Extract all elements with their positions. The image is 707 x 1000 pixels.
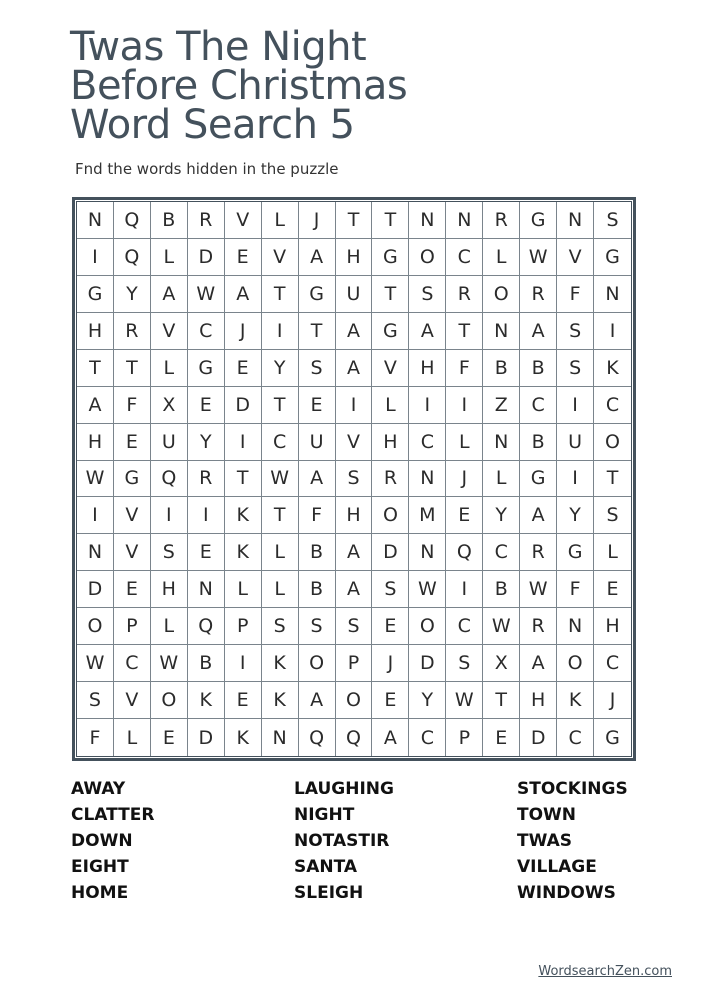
grid-cell: B <box>483 350 520 387</box>
grid-cell: L <box>151 239 188 276</box>
grid-cell: F <box>77 719 114 756</box>
grid-cell: N <box>77 202 114 239</box>
grid-cell: P <box>114 608 151 645</box>
grid-cell: G <box>114 461 151 498</box>
grid-cell: O <box>336 682 373 719</box>
grid-cell: V <box>151 313 188 350</box>
grid-cell: O <box>409 608 446 645</box>
grid-cell: S <box>336 608 373 645</box>
grid-cell: A <box>225 276 262 313</box>
grid-cell: R <box>114 313 151 350</box>
grid-cell: D <box>372 534 409 571</box>
grid-cell: T <box>262 387 299 424</box>
grid-cell: Y <box>409 682 446 719</box>
grid-cell: N <box>594 276 631 313</box>
grid-cell: V <box>114 497 151 534</box>
grid-cell: L <box>483 461 520 498</box>
grid-cell: W <box>520 239 557 276</box>
word-item: STOCKINGS <box>517 779 628 799</box>
grid-cell: A <box>336 313 373 350</box>
grid-cell: B <box>188 645 225 682</box>
grid-cell: W <box>483 608 520 645</box>
grid-cell: I <box>446 387 483 424</box>
grid-cell: V <box>557 239 594 276</box>
grid-cell: Q <box>151 461 188 498</box>
grid-cell: A <box>299 461 336 498</box>
grid-cell: C <box>409 719 446 756</box>
grid-cell: N <box>262 719 299 756</box>
grid-cell: T <box>114 350 151 387</box>
grid-cell: Y <box>114 276 151 313</box>
grid-cell: I <box>188 497 225 534</box>
grid-cell: Q <box>299 719 336 756</box>
grid-cell: S <box>77 682 114 719</box>
grid-cell: G <box>594 239 631 276</box>
grid-cell: K <box>188 682 225 719</box>
grid-cell: Q <box>114 202 151 239</box>
grid-cell: S <box>557 350 594 387</box>
grid-cell: D <box>409 645 446 682</box>
grid-cells <box>76 201 632 757</box>
grid-cell: E <box>114 571 151 608</box>
grid-cell: S <box>299 608 336 645</box>
grid-cell: N <box>483 313 520 350</box>
grid-cell: Y <box>483 497 520 534</box>
grid-cell: E <box>225 682 262 719</box>
grid-cell: A <box>520 645 557 682</box>
word-item: EIGHT <box>71 857 129 877</box>
grid-cell: T <box>446 313 483 350</box>
grid-cell: B <box>151 202 188 239</box>
grid-cell: C <box>446 608 483 645</box>
grid-cell: K <box>225 534 262 571</box>
grid-cell: I <box>77 239 114 276</box>
grid-cell: H <box>336 497 373 534</box>
grid-cell: E <box>299 387 336 424</box>
grid-cell: V <box>225 202 262 239</box>
word-column-3 <box>517 776 628 906</box>
grid-cell: O <box>594 424 631 461</box>
word-item: SLEIGH <box>294 883 364 903</box>
grid-cell: H <box>151 571 188 608</box>
grid-cell: V <box>114 682 151 719</box>
grid-cell: X <box>483 645 520 682</box>
grid-cell: P <box>336 645 373 682</box>
grid-cell: W <box>262 461 299 498</box>
instructions: Fnd the words hidden in the puzzle <box>75 160 339 178</box>
word-item: NIGHT <box>294 805 355 825</box>
grid-cell: L <box>446 424 483 461</box>
grid-cell: N <box>446 202 483 239</box>
grid-cell: O <box>409 239 446 276</box>
grid-cell: A <box>299 239 336 276</box>
grid-cell: H <box>520 682 557 719</box>
grid-cell: L <box>262 571 299 608</box>
grid-cell: A <box>520 497 557 534</box>
grid-cell: A <box>336 534 373 571</box>
grid-cell: U <box>336 276 373 313</box>
grid-cell: H <box>594 608 631 645</box>
grid-cell: O <box>372 497 409 534</box>
grid-cell: N <box>409 534 446 571</box>
grid-cell: V <box>372 350 409 387</box>
word-item: CLATTER <box>71 805 155 825</box>
grid-cell: S <box>299 350 336 387</box>
grid-cell: F <box>446 350 483 387</box>
grid-cell: O <box>557 645 594 682</box>
grid-cell: N <box>483 424 520 461</box>
grid-cell: D <box>225 387 262 424</box>
grid-cell: E <box>372 608 409 645</box>
grid-cell: B <box>299 534 336 571</box>
grid-cell: O <box>299 645 336 682</box>
grid-cell: C <box>483 534 520 571</box>
grid-cell: F <box>557 571 594 608</box>
grid-cell: N <box>409 461 446 498</box>
grid-cell: J <box>594 682 631 719</box>
grid-cell: S <box>594 202 631 239</box>
grid-cell: L <box>483 239 520 276</box>
grid-cell: W <box>77 461 114 498</box>
grid-cell: Q <box>188 608 225 645</box>
grid-cell: T <box>594 461 631 498</box>
title-line-2: Before Christmas <box>70 63 408 109</box>
grid-cell: L <box>262 534 299 571</box>
grid-cell: K <box>262 645 299 682</box>
grid-cell: C <box>188 313 225 350</box>
grid-cell: K <box>225 497 262 534</box>
grid-cell: T <box>372 276 409 313</box>
grid-cell: G <box>77 276 114 313</box>
title-line-1: Twas The Night <box>70 24 367 70</box>
grid-cell: C <box>594 645 631 682</box>
grid-cell: N <box>77 534 114 571</box>
grid-cell: G <box>372 313 409 350</box>
grid-cell: R <box>188 202 225 239</box>
grid-cell: H <box>77 424 114 461</box>
grid-cell: E <box>225 350 262 387</box>
grid-cell: D <box>188 719 225 756</box>
grid-cell: G <box>520 202 557 239</box>
grid-cell: B <box>520 350 557 387</box>
grid-cell: E <box>372 682 409 719</box>
grid-cell: H <box>336 239 373 276</box>
word-item: DOWN <box>71 831 133 851</box>
grid-cell: A <box>520 313 557 350</box>
word-item: NOTASTIR <box>294 831 390 851</box>
grid-cell: G <box>372 239 409 276</box>
grid-cell: I <box>225 645 262 682</box>
grid-cell: V <box>262 239 299 276</box>
grid-cell: D <box>520 719 557 756</box>
title-line-3: Word Search 5 <box>70 102 355 148</box>
grid-cell: Q <box>114 239 151 276</box>
grid-cell: J <box>372 645 409 682</box>
grid-cell: C <box>114 645 151 682</box>
grid-cell: H <box>409 350 446 387</box>
grid-cell: W <box>409 571 446 608</box>
grid-cell: G <box>557 534 594 571</box>
grid-cell: L <box>594 534 631 571</box>
grid-cell: C <box>520 387 557 424</box>
grid-cell: B <box>483 571 520 608</box>
grid-cell: I <box>262 313 299 350</box>
grid-cell: E <box>594 571 631 608</box>
grid-cell: N <box>409 202 446 239</box>
grid-cell: S <box>372 571 409 608</box>
word-column-2 <box>294 776 394 906</box>
grid-cell: J <box>225 313 262 350</box>
grid-cell: Y <box>557 497 594 534</box>
word-item: HOME <box>71 883 129 903</box>
grid-cell: G <box>605 726 620 749</box>
grid-cell: M <box>409 497 446 534</box>
word-item: TWAS <box>517 831 572 851</box>
grid-cell: L <box>225 571 262 608</box>
grid-cell: T <box>483 682 520 719</box>
grid-cell: K <box>225 719 262 756</box>
grid-cell: W <box>520 571 557 608</box>
grid-cell: U <box>299 424 336 461</box>
grid-cell: C <box>557 719 594 756</box>
grid-cell: A <box>336 350 373 387</box>
grid-cell: L <box>114 719 151 756</box>
grid-cell: L <box>151 350 188 387</box>
grid-cell: W <box>151 645 188 682</box>
grid-cell: G <box>299 276 336 313</box>
grid-cell: K <box>262 682 299 719</box>
grid-cell: S <box>409 276 446 313</box>
grid-cell: T <box>299 313 336 350</box>
footer-link[interactable]: WordsearchZen.com <box>538 964 672 979</box>
grid-cell: S <box>262 608 299 645</box>
grid-cell: Q <box>336 719 373 756</box>
grid-cell: L <box>151 608 188 645</box>
word-list <box>71 776 671 906</box>
grid-cell: I <box>225 424 262 461</box>
grid-cell: G <box>520 461 557 498</box>
grid-cell: I <box>594 313 631 350</box>
grid-cell: C <box>446 239 483 276</box>
grid-cell: Q <box>446 534 483 571</box>
grid-cell: T <box>262 276 299 313</box>
grid-cell: E <box>446 497 483 534</box>
grid-cell: H <box>372 424 409 461</box>
grid-cell: S <box>446 645 483 682</box>
grid-cell: O <box>151 682 188 719</box>
grid-cell: F <box>557 276 594 313</box>
grid-cell: A <box>372 719 409 756</box>
grid-cell: C <box>409 424 446 461</box>
grid-cell: R <box>372 461 409 498</box>
grid-cell: U <box>151 424 188 461</box>
grid-cell: Y <box>188 424 225 461</box>
word-column-1 <box>71 776 154 906</box>
grid-cell: F <box>114 387 151 424</box>
grid-cell: B <box>299 571 336 608</box>
grid-cell: S <box>336 461 373 498</box>
word-item: TOWN <box>517 805 577 825</box>
grid-cell: W <box>188 276 225 313</box>
grid-cell: L <box>262 202 299 239</box>
word-item: AWAY <box>71 779 126 799</box>
grid-cell: S <box>151 534 188 571</box>
grid-cell: P <box>446 719 483 756</box>
grid-cell: K <box>594 350 631 387</box>
grid-cell: O <box>77 608 114 645</box>
word-item: SANTA <box>294 857 358 877</box>
grid-cell: J <box>446 461 483 498</box>
grid-cell: N <box>557 202 594 239</box>
grid-cell: G <box>188 350 225 387</box>
grid-cell: E <box>188 534 225 571</box>
grid-cell: E <box>151 719 188 756</box>
grid-cell: N <box>557 608 594 645</box>
grid-cell: E <box>225 239 262 276</box>
puzzle-grid <box>72 197 636 761</box>
grid-cell: S <box>594 497 631 534</box>
word-item: LAUGHING <box>294 779 394 799</box>
grid-cell: D <box>188 239 225 276</box>
grid-cell: Y <box>262 350 299 387</box>
grid-cell: A <box>409 313 446 350</box>
grid-cell: B <box>520 424 557 461</box>
grid-cell: R <box>520 276 557 313</box>
grid-cell: I <box>557 387 594 424</box>
grid-cell: R <box>520 608 557 645</box>
grid-cell: A <box>299 682 336 719</box>
grid-cell: R <box>446 276 483 313</box>
grid-cell: Z <box>483 387 520 424</box>
grid-cell: A <box>77 387 114 424</box>
grid-cell: E <box>188 387 225 424</box>
grid-cell: C <box>594 387 631 424</box>
grid-cell: J <box>299 202 336 239</box>
word-item: WINDOWS <box>517 883 616 903</box>
grid-cell: C <box>262 424 299 461</box>
grid-cell: S <box>557 313 594 350</box>
grid-cell: O <box>483 276 520 313</box>
grid-cell: T <box>262 497 299 534</box>
grid-cell: D <box>77 571 114 608</box>
grid-cell: W <box>446 682 483 719</box>
grid-cell: I <box>336 387 373 424</box>
grid-cell: V <box>336 424 373 461</box>
grid-cell: H <box>77 313 114 350</box>
grid-cell: R <box>188 461 225 498</box>
grid-cell: L <box>372 387 409 424</box>
word-item: VILLAGE <box>517 857 597 877</box>
grid-cell: X <box>151 387 188 424</box>
grid-cell: I <box>151 497 188 534</box>
grid-cell: T <box>77 350 114 387</box>
grid-cell: R <box>520 534 557 571</box>
grid-cell: I <box>409 387 446 424</box>
grid-cell: I <box>77 497 114 534</box>
grid-cell: U <box>557 424 594 461</box>
grid-cell: T <box>336 202 373 239</box>
grid-cell: K <box>557 682 594 719</box>
grid-cell: A <box>151 276 188 313</box>
grid-cell: F <box>299 497 336 534</box>
grid-cell: P <box>225 608 262 645</box>
grid-cell: E <box>483 719 520 756</box>
grid-cell: A <box>336 571 373 608</box>
grid-cell: V <box>114 534 151 571</box>
grid-cell: E <box>114 424 151 461</box>
grid-cell: N <box>188 571 225 608</box>
grid-cell: R <box>483 202 520 239</box>
grid-cell: T <box>225 461 262 498</box>
grid-cell: I <box>446 571 483 608</box>
grid-cell: T <box>372 202 409 239</box>
grid-cell: I <box>557 461 594 498</box>
grid-cell: W <box>77 645 114 682</box>
page-title <box>70 24 630 148</box>
